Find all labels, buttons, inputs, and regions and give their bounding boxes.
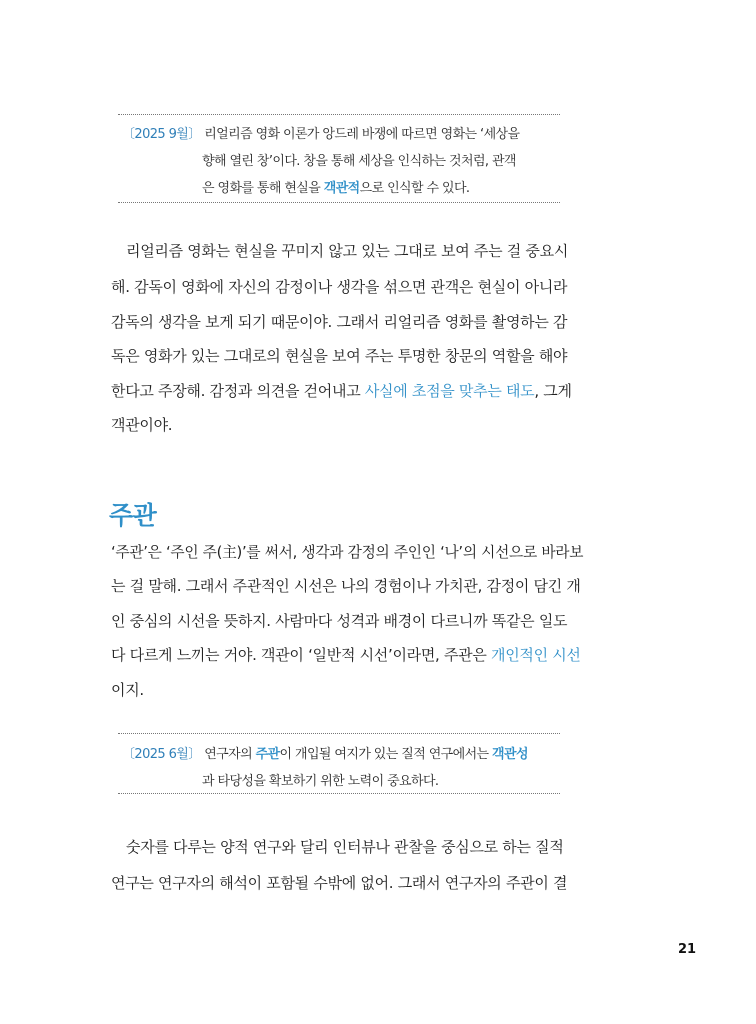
para1-line2: 해. 감독이 영화에 자신의 감정이나 생각을 섞으면 관객은 현실이 아니라 xyxy=(111,278,568,296)
para1-line1: 리얼리즘 영화는 현실을 꾸미지 않고 있는 그대로 보여 주는 걸 중요시 xyxy=(126,242,569,260)
page-number: 21 xyxy=(678,942,697,957)
exam-quote-box-2 xyxy=(118,733,560,794)
para1-line5: 한다고 주장해. 감정과 의견을 걷어내고 사실에 초점을 맞추는 태도, 그게 xyxy=(111,382,572,400)
highlight-objectivity: 객관성 xyxy=(492,747,528,762)
quote1-line1: 〔2025 9월〕 리얼리즘 영화 이론가 앙드레 바쟁에 따르면 영화는 ‘세상을 xyxy=(122,127,520,142)
para2-line5: 이지. xyxy=(111,681,144,699)
para2-line2: 는 걸 말해. 그래서 주관적인 시선은 나의 경험이나 가치관, 감정이 담긴 개 xyxy=(111,577,581,595)
para2-line3: 인 중심의 시선을 뜻하지. 사람마다 성격과 배경이 다르니까 똑같은 일도 xyxy=(111,612,568,630)
quote1-line2: 향해 열린 창’이다. 창을 통해 세상을 인식하는 것처럼, 관객 xyxy=(202,154,516,169)
quote1-line3: 은 영화를 통해 현실을 객관적으로 인식할 수 있다. xyxy=(202,181,470,196)
exam-quote-box-1 xyxy=(118,114,560,203)
highlight-subjectivity: 주관 xyxy=(255,747,280,762)
quote2-line1: 〔2025 6월〕 연구자의 주관이 개입될 여지가 있는 질적 연구에서는 객관성 xyxy=(122,747,528,762)
highlight-personal-view: 개인적인 시선 xyxy=(491,646,581,664)
para2-line4: 다 다르게 느끼는 거야. 객관이 ‘일반적 시선’이라면, 주관은 개인적인 시선 xyxy=(111,646,581,664)
highlight-fact-focus: 사실에 초점을 맞추는 태도 xyxy=(364,382,535,400)
para3-line1: 숫자를 다루는 양적 연구와 달리 인터뷰나 관찰을 중심으로 하는 질적 xyxy=(126,838,564,856)
highlight-objective: 객관적 xyxy=(323,181,360,196)
para2-line1: ‘주관’은 ‘주인 주(主)’를 써서, 생각과 감정의 주인인 ‘나’의 시선으로 바라보 xyxy=(111,544,584,561)
quote2-line2: 과 타당성을 확보하기 위한 노력이 중요하다. xyxy=(202,774,439,789)
section-title: 주관 xyxy=(109,501,157,530)
para1-line4: 독은 영화가 있는 그대로의 현실을 보여 주는 투명한 창문의 역할을 해야 xyxy=(111,347,568,365)
quote1-tag: 〔2025 9월〕 xyxy=(122,127,201,142)
para1-line6: 객관이야. xyxy=(111,416,173,434)
para3-line2: 연구는 연구자의 해석이 포함될 수밖에 없어. 그래서 연구자의 주관이 결 xyxy=(111,874,568,892)
quote2-tag: 〔2025 6월〕 xyxy=(122,747,201,762)
para1-line3: 감독의 생각을 보게 되기 때문이야. 그래서 리얼리즘 영화를 촬영하는 감 xyxy=(111,313,568,331)
